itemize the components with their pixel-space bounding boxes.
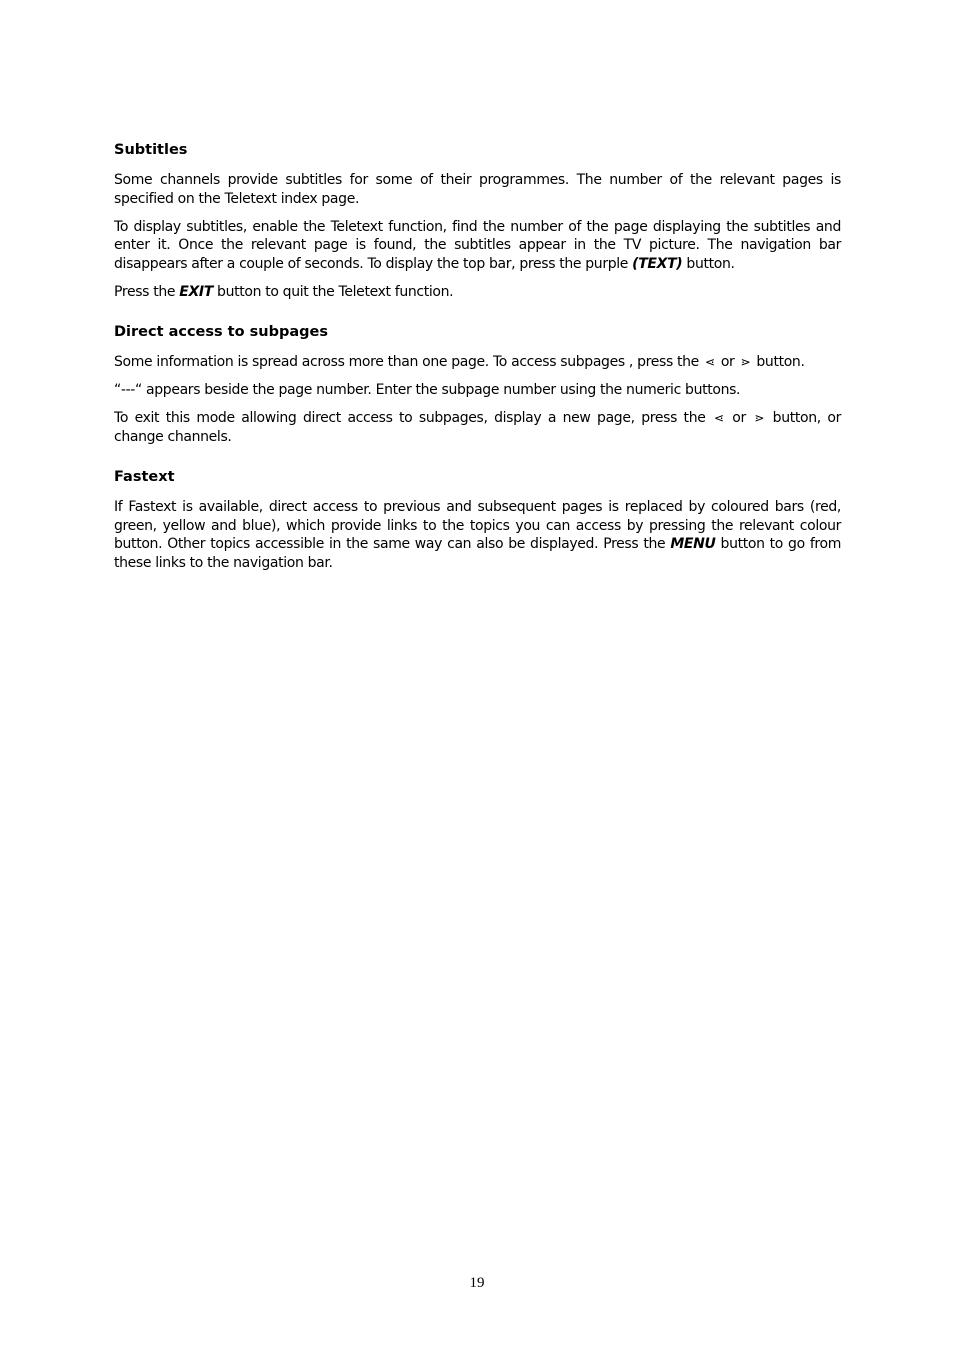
text-run: or xyxy=(725,410,753,426)
paragraph: “---“ appears beside the page number. Enter the subpage number using the numeric buttons. xyxy=(114,382,741,398)
document-body xyxy=(114,141,841,594)
paragraph xyxy=(114,218,841,274)
section-subtitles xyxy=(114,141,841,301)
left-arrow-icon: ⋖ xyxy=(714,411,724,425)
menu-key-button-name: MENU xyxy=(670,536,716,552)
text-run: Press the xyxy=(114,283,180,300)
paragraph xyxy=(114,353,841,372)
text-run: Some information is spread across more than one page. To access subpages , press the xyxy=(114,354,704,370)
paragraph xyxy=(114,283,841,302)
section-fastext xyxy=(114,468,841,572)
text-run: or xyxy=(716,354,739,370)
text-run: button to go from these links to the navigation bar. xyxy=(114,536,841,571)
paragraph: Some channels provide subtitles for some of their programmes. The number of the relevant pages is specified on the Teletext index page. xyxy=(114,172,841,207)
heading-fastext: Fastext xyxy=(114,469,175,485)
heading-direct-access-subpages: Direct access to subpages xyxy=(114,324,328,340)
paragraph xyxy=(114,498,841,572)
section-direct-access-subpages xyxy=(114,323,841,446)
right-arrow-icon: ⋗ xyxy=(740,355,751,369)
text-run: To exit this mode allowing direct access to subpages, display a new page, press the xyxy=(114,410,713,426)
left-arrow-icon: ⋖ xyxy=(705,355,715,369)
text-run: button. xyxy=(682,255,735,272)
text-run: If Fastext is available, direct access to previous and subsequent pages is replaced by coloured bars (red, green, yellow and blue), which provide links to the topics you can access by pressing the relevant colour button. Other topics accessible in the same way can also be displayed. Press the xyxy=(114,499,841,552)
text-run: button to quit the Teletext function. xyxy=(212,283,454,300)
text-run: To display subtitles, enable the Teletext function, find the number of the page displaying the subtitles and enter it. Once the relevant page is found, the subtitles appear in the TV picture. The navigation bar disappears after a couple of seconds. To display the top bar, press the purple xyxy=(114,218,841,272)
heading-subtitles: Subtitles xyxy=(114,142,188,158)
text-key-button-name: (TEXT) xyxy=(632,255,683,272)
exit-key-button-name: EXIT xyxy=(179,283,213,300)
right-arrow-icon: ⋗ xyxy=(754,411,765,425)
page-number: 19 xyxy=(469,1275,485,1291)
text-run: button. xyxy=(752,354,805,370)
paragraph xyxy=(114,409,841,446)
text-run: button, or change channels. xyxy=(114,410,841,445)
